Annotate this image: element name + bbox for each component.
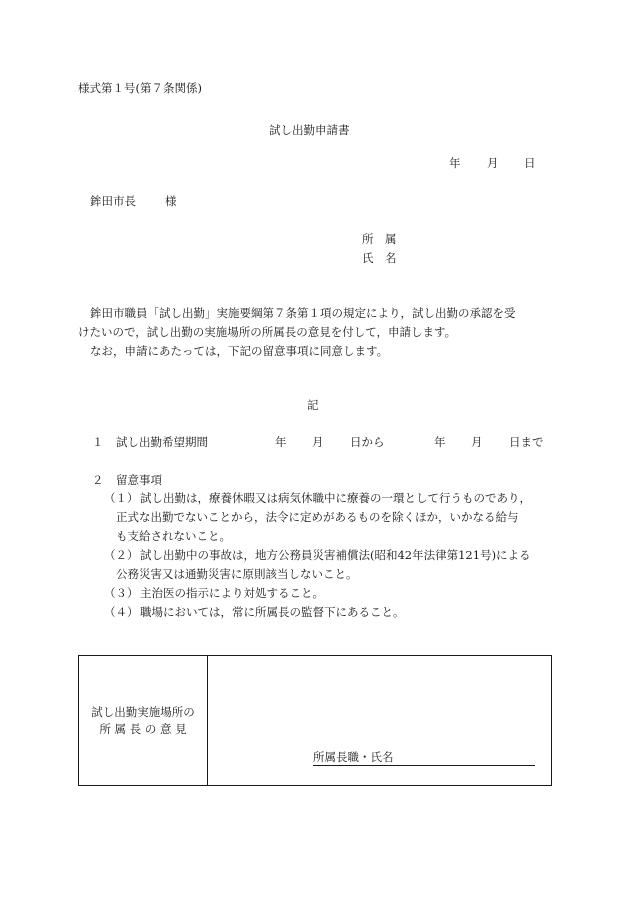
item-number: ２ [92, 473, 104, 487]
item-label: 留意事項 [116, 473, 162, 487]
to-month-label: 月 [471, 435, 483, 449]
item-number: １ [92, 435, 104, 449]
note-line: 正式な出勤でないことから，法令に定めがあるものを除くほか，いかなる給与 [116, 510, 519, 524]
note-number: （４） [104, 605, 139, 619]
note-number: （３） [104, 586, 139, 600]
note-line: 試し出勤中の事故は，地方公務員災害補償法(昭和42年法律第121号)による [140, 548, 531, 562]
date-month-label: 月 [487, 156, 499, 170]
addressee-name: 鉾田市長 [90, 194, 136, 208]
note-line: 主治医の指示により対処すること。 [140, 586, 324, 600]
from-year-label: 年 [275, 435, 287, 449]
note-line: 職場においては，常に所属長の監督下にあること。 [140, 605, 405, 619]
note-line: 試し出勤は，療養休暇又は病気休職中に療養の一環として行うものであり， [140, 491, 531, 505]
opinion-content-cell[interactable] [208, 656, 552, 786]
body-paragraph-line: なお，申請にあたっては，下記の留意事項に同意します。 [90, 344, 389, 358]
note-number: （１） [104, 491, 139, 505]
to-year-label: 年 [434, 435, 446, 449]
form-number: 様式第１号(第７条関係) [78, 81, 202, 95]
addressee-honorific: 様 [165, 194, 177, 208]
opinion-label-cell [79, 656, 208, 786]
body-paragraph-line: けたいので，試し出勤の実施場所の所属長の意見を付して，申請します。 [78, 325, 457, 339]
body-paragraph-line: 鉾田市職員「試し出勤」実施要綱第７条第１項の規定により，試し出勤の承認を受 [90, 306, 516, 320]
opinion-label-line1: 試し出勤実施場所の [91, 704, 195, 719]
date-year-label: 年 [449, 156, 461, 170]
from-month-label: 月 [312, 435, 324, 449]
note-line: も支給されないこと。 [116, 529, 231, 543]
ki-heading: 記 [307, 398, 319, 412]
affiliation-label: 所 属 [362, 232, 397, 246]
from-day-label: 日から [350, 435, 385, 449]
opinion-label-line2: 所 属 長 の 意 見 [99, 721, 187, 736]
name-label: 氏 名 [362, 251, 397, 265]
note-number: （２） [104, 548, 139, 562]
supervisor-opinion-table [78, 655, 552, 786]
signature-line[interactable] [313, 750, 535, 766]
page-title: 試し出勤申請書 [269, 123, 350, 137]
note-line: 公務災害又は通勤災害に原則該当しないこと。 [116, 567, 358, 581]
to-day-label: 日まで [509, 435, 544, 449]
date-day-label: 日 [524, 156, 536, 170]
signature-label: 所属長職・氏名 [313, 750, 394, 764]
item-label: 試し出勤希望期間 [116, 435, 208, 449]
